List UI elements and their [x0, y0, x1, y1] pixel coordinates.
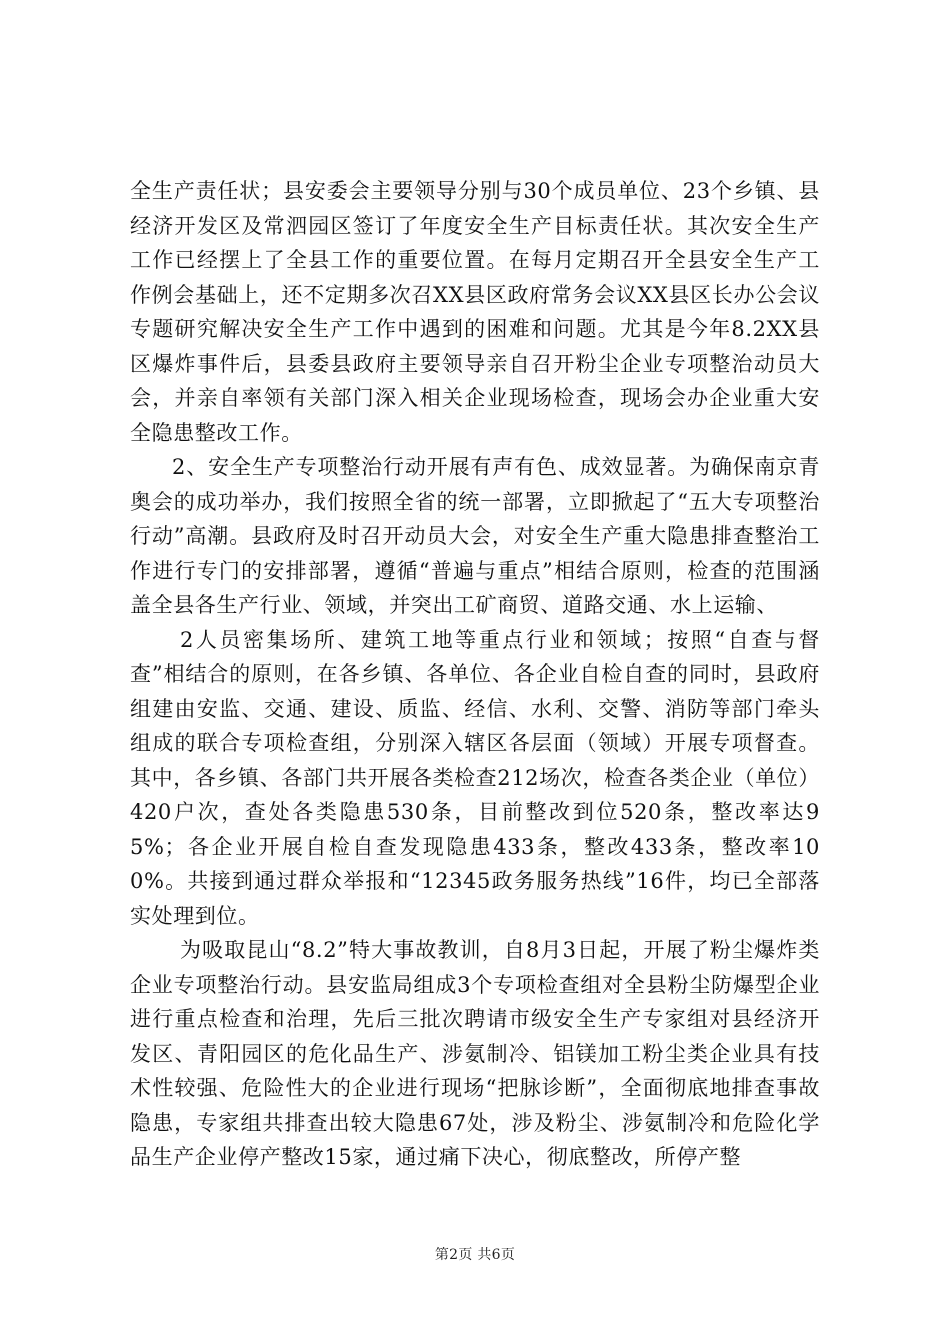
- paragraph-3: 2人员密集场所、建筑工地等重点行业和领域；按照“自查与督查”相结合的原则，在各乡镇、各单位、各企业自检自查的同时，县政府组建由安监、交通、建设、质监、经信、水利、交警、消防等部门牵头组成的联合专项检查组，分别深入辖区各层面（领域）开展专项督查。其中，各乡镇、各部门共开展各类检查212场次，检查各类企业（单位）420户次，查处各类隐患530条，目前整改到位520条，整改率达95%；各企业开展自检自查发现隐患433条，整改433条，整改率100%。共接到通过群众举报和“12345政务服务热线”16件，均已全部落实处理到位。: [130, 627, 820, 928]
- page-number-footer: 第2页 共6页: [434, 1247, 516, 1263]
- paragraph-1: 全生产责任状；县安委会主要领导分别与30个成员单位、23个乡镇、县经济开发区及常泗园区签订了年度安全生产目标责任状。其次安全生产工作已经摆上了全县工作的重要位置。在每月定期召开全县安全生产工作例会基础上，还不定期多次召XX县区政府常务会议XX县区长办公会议专题研究解决安全生产工作中遇到的困难和问题。尤其是今年8.2XX县区爆炸事件后，县委县政府主要领导亲自召开粉尘企业专项整治动员大会，并亲自率领有关部门深入相关企业现场检查，现场会办企业重大安全隐患整改工作。: [130, 179, 820, 445]
- paragraph-4: 为吸取昆山“8.2”特大事故教训，自8月3日起，开展了粉尘爆炸类企业专项整治行动。县安监局组成3个专项检查组对全县粉尘防爆型企业进行重点检查和治理，先后三批次聘请市级安全生产专家组对县经济开发区、青阳园区的危化品生产、涉氨制冷、铝镁加工粉尘类企业具有技术性较强、危险性大的企业进行现场“把脉诊断”，全面彻底地排查事故隐患，专家组共排查出较大隐患67处，涉及粉尘、涉氨制冷和危险化学品生产企业停产整改15家，通过痛下决心，彻底整改，所停产整: [130, 938, 820, 1169]
- paragraph-2: 2、安全生产专项整治行动开展有声有色、成效显著。为确保南京青奥会的成功举办，我们按照全省的统一部署，立即掀起了“五大专项整治行动”高潮。县政府及时召开动员大会，对安全生产重大隐患排查整治工作进行专门的安排部署，遵循“普遍与重点”相结合原则，检查的范围涵盖全县各生产行业、领域，并突出工矿商贸、道路交通、水上运输、: [130, 455, 820, 617]
- document-body: [130, 174, 820, 1175]
